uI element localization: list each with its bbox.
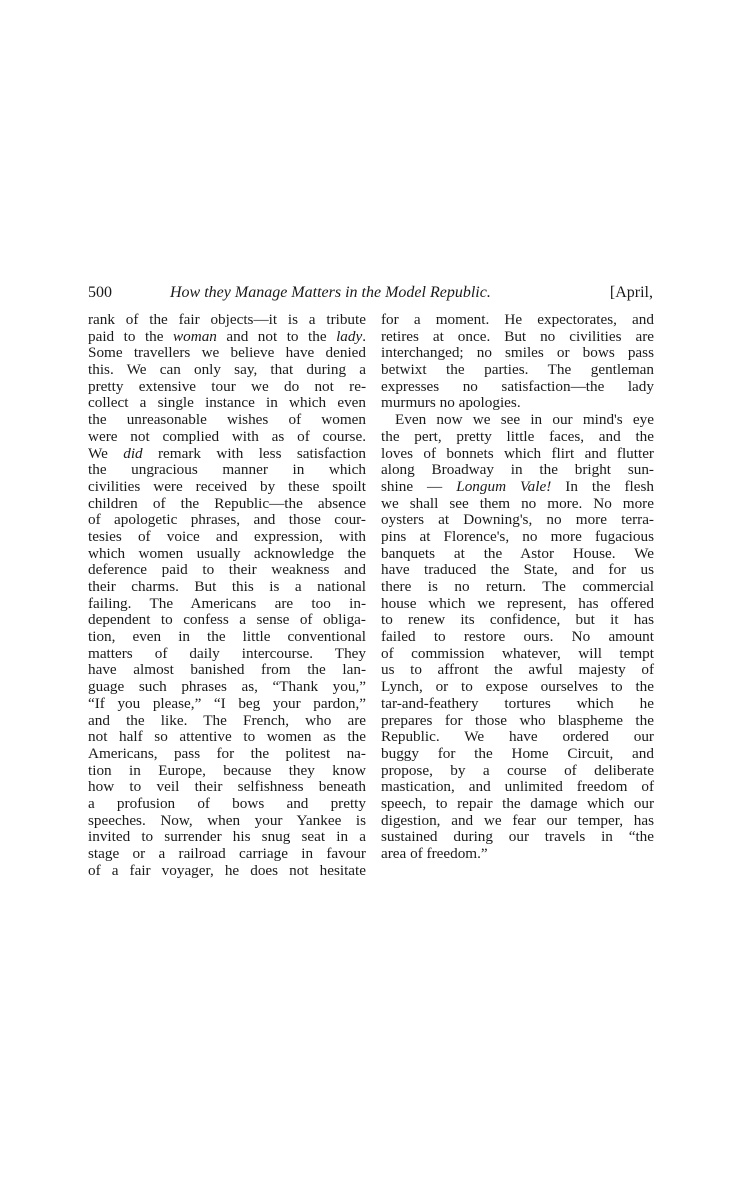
italic-text: did [123, 444, 143, 462]
text-line: collect a single instance in which even [88, 394, 366, 412]
left-text-column [88, 312, 366, 879]
text-line: digestion, and we fear our temper, has [381, 811, 654, 829]
text-line: of a fair voyager, he does not hesitate [88, 861, 366, 879]
text-line: have traduced the State, and for us [381, 561, 654, 579]
text-line: area of freedom.” [381, 845, 488, 862]
text-line: Republic. We have ordered our [381, 728, 654, 746]
text-line: rank of the fair objects—it is a tribute [88, 311, 366, 328]
text-line: civilities were received by these spoilt [88, 477, 366, 495]
text-line: this. We can only say, that during a [88, 361, 366, 379]
text-line: have almost banished from the lan- [88, 661, 366, 679]
text-line: shine — Longum Vale! In the flesh [381, 477, 655, 495]
text-line: speech, to repair the damage which our [381, 794, 654, 812]
text-line: were not complied with as of course. [88, 427, 366, 445]
text-line: house which we represent, has offered [381, 594, 654, 612]
text-line: tion in Europe, because they know [88, 761, 366, 779]
running-header [88, 284, 653, 304]
text-line: paid to the woman and not to the lady. [88, 327, 367, 345]
text-line: interchanged; no smiles or bows pass [381, 344, 654, 362]
running-title: How they Manage Matters in the Model Republic. [170, 284, 491, 301]
text-line: dependent to confess a sense of obliga- [88, 611, 366, 629]
text-line: to renew its confidence, but it has [381, 611, 654, 629]
text-line: we shall see them no more. No more [381, 494, 654, 512]
paragraph [381, 312, 654, 412]
text-line: murmurs no apologies. [381, 394, 521, 412]
italic-text: woman [173, 327, 217, 345]
issue-date: [April, [609, 284, 653, 301]
text-line: loves of bonnets which flirt and flutter [381, 444, 654, 462]
text-line: banquets at the Astor House. We [381, 544, 654, 562]
paragraph [381, 412, 654, 863]
text-line: pins at Florence's, no more fugacious [381, 527, 654, 545]
text-line: betwixt the parties. The gentleman [381, 361, 654, 379]
italic-text: lady [336, 327, 363, 345]
text-line: expresses no satisfaction—the lady [381, 377, 654, 395]
text-line: oysters at Downing's, no more terra- [381, 511, 654, 529]
text-line: tar-and-feathery tortures which he [381, 694, 654, 712]
text-line: the pert, pretty little faces, and the [381, 427, 654, 445]
text-line: Lynch, or to expose ourselves to the [381, 678, 654, 696]
text-line: failing. The Americans are too in- [88, 594, 366, 612]
text-line: deference paid to their weakness and [88, 561, 366, 579]
text-line: not half so attentive to women as the [88, 728, 366, 746]
text-line: sustained during our travels in “the [381, 828, 654, 846]
text-line: mastication, and unlimited freedom of [381, 778, 654, 796]
text-line: buggy for the Home Circuit, and [381, 744, 654, 762]
text-line: retires at once. But no civilities are [381, 327, 654, 345]
text-line: along Broadway in the bright sun- [381, 461, 654, 479]
text-line: of apologetic phrases, and those cour- [88, 511, 366, 529]
italic-text: Longum Vale! [456, 477, 552, 495]
text-line: “If you please,” “I beg your pardon,” [88, 694, 366, 712]
text-line: for a moment. He expectorates, and [381, 311, 654, 328]
text-line: invited to surrender his snug seat in a [88, 828, 366, 846]
text-line: their charms. But this is a national [88, 578, 366, 595]
text-line: Americans, pass for the politest na- [88, 744, 366, 762]
text-line: Some travellers we believe have denied [88, 344, 366, 362]
text-line: propose, by a course of deliberate [381, 761, 654, 779]
text-line: failed to restore ours. No amount [381, 628, 654, 646]
text-line: of commission whatever, will tempt [381, 644, 654, 662]
text-line: how to veil their selfishness beneath [88, 778, 366, 796]
text-line: us to affront the awful majesty of [381, 661, 654, 679]
text-line: prepares for those who blaspheme the [381, 711, 654, 729]
text-line: stage or a railroad carriage in favour [88, 845, 366, 862]
text-line: pretty extensive tour we do not re- [88, 377, 366, 395]
page-number: 500 [88, 284, 112, 301]
text-line: there is no return. The commercial [381, 578, 654, 595]
text-line: the ungracious manner in which [88, 461, 366, 479]
text-line: We did remark with less satisfaction [88, 444, 367, 462]
text-line: tion, even in the little conventional [88, 628, 366, 646]
text-line: which women usually acknowledge the [88, 544, 366, 562]
text-line: and the like. The French, who are [88, 711, 366, 729]
right-text-column [381, 312, 654, 863]
text-line: Even now we see in our mind's eye [395, 411, 654, 429]
text-line: guage such phrases as, “Thank you,” [88, 678, 366, 696]
text-line: tesies of voice and expression, with [88, 527, 366, 545]
paragraph [88, 312, 366, 879]
text-line: a profusion of bows and pretty [88, 794, 366, 812]
text-line: matters of daily intercourse. They [88, 644, 366, 662]
text-line: speeches. Now, when your Yankee is [88, 811, 366, 829]
text-line: children of the Republic—the absence [88, 494, 366, 512]
text-line: the unreasonable wishes of women [88, 411, 366, 429]
